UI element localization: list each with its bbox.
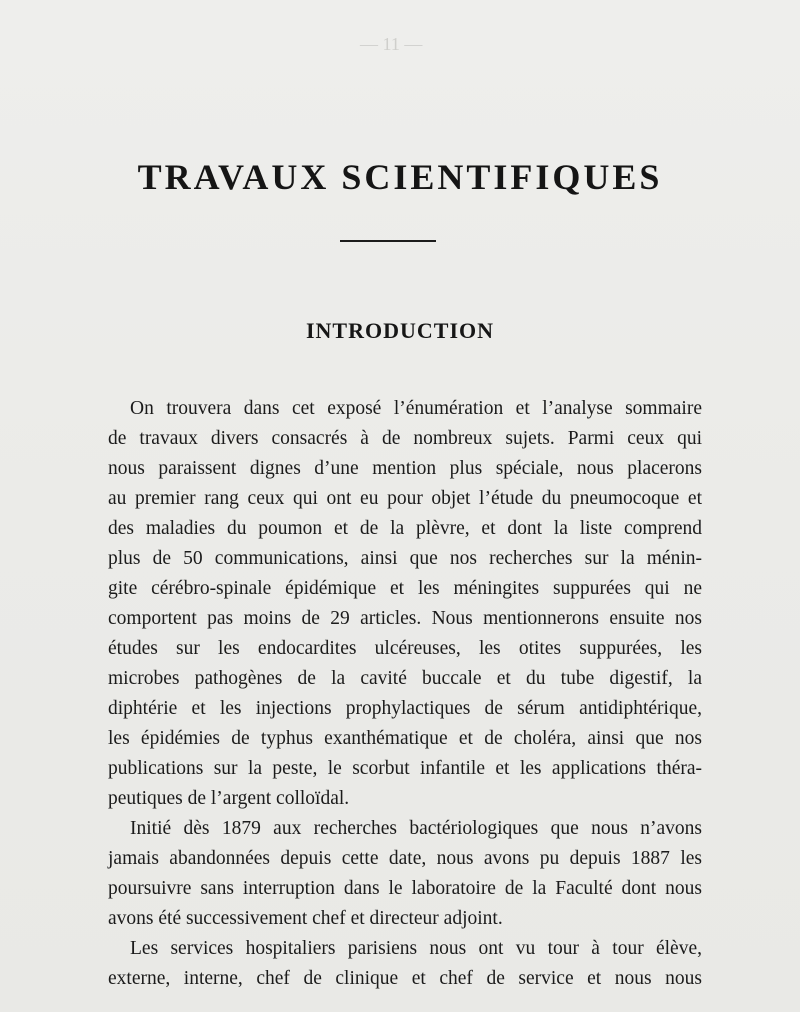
text-line: gite cérébro-spinale épidémique et les méningites suppurées qui ne [108,578,702,599]
text-line: études sur les endocardites ulcéreuses, les otites suppurées, les [108,638,702,659]
page-folio: — 11 — [360,34,423,54]
paragraph-3 [108,934,702,994]
body-text [108,394,702,994]
section-title: INTRODUCTION [305,318,495,343]
text-line: publications sur la peste, le scorbut infantile et les applications théra- [108,758,702,779]
text-line: les épidémies de typhus exanthématique et de choléra, ainsi que nos [108,728,702,749]
paragraph-2 [108,814,702,934]
text-line: nous paraissent dignes d’une mention plus spéciale, nous placerons [108,458,702,479]
text-line: diphtérie et les injections prophylactiques de sérum antidiphtérique, [108,698,702,719]
text-line: peutiques de l’argent colloïdal. [108,788,350,809]
text-line: au premier rang ceux qui ont eu pour objet l’étude du pneumocoque et [108,488,702,509]
text-line: de travaux divers consacrés à de nombreux sujets. Parmi ceux qui [108,428,702,449]
text-line: poursuivre sans interruption dans le laboratoire de la Faculté dont nous [108,878,702,899]
text-line: On trouvera dans cet exposé l’énumération et l’analyse sommaire [130,398,702,419]
text-line: jamais abandonnées depuis cette date, nous avons pu depuis 1887 les [108,848,702,869]
text-line: des maladies du poumon et de la plèvre, et dont la liste comprend [108,518,702,539]
text-line: Les services hospitaliers parisiens nous ont vu tour à tour élève, [130,938,702,959]
text-line: comportent pas moins de 29 articles. Nous mentionnerons ensuite nos [108,608,702,629]
title-divider [340,240,436,242]
page-title: TRAVAUX SCIENTIFIQUES [137,157,663,197]
text-line: externe, interne, chef de clinique et chef de service et nous nous [108,968,702,989]
text-line: microbes pathogènes de la cavité buccale et du tube digestif, la [108,668,702,689]
text-line: plus de 50 communications, ainsi que nos recherches sur la ménin- [108,548,702,569]
paragraph-1 [108,394,702,814]
text-line: avons été successivement chef et directeur adjoint. [108,908,503,929]
text-line: Initié dès 1879 aux recherches bactériologiques que nous n’avons [130,818,702,839]
